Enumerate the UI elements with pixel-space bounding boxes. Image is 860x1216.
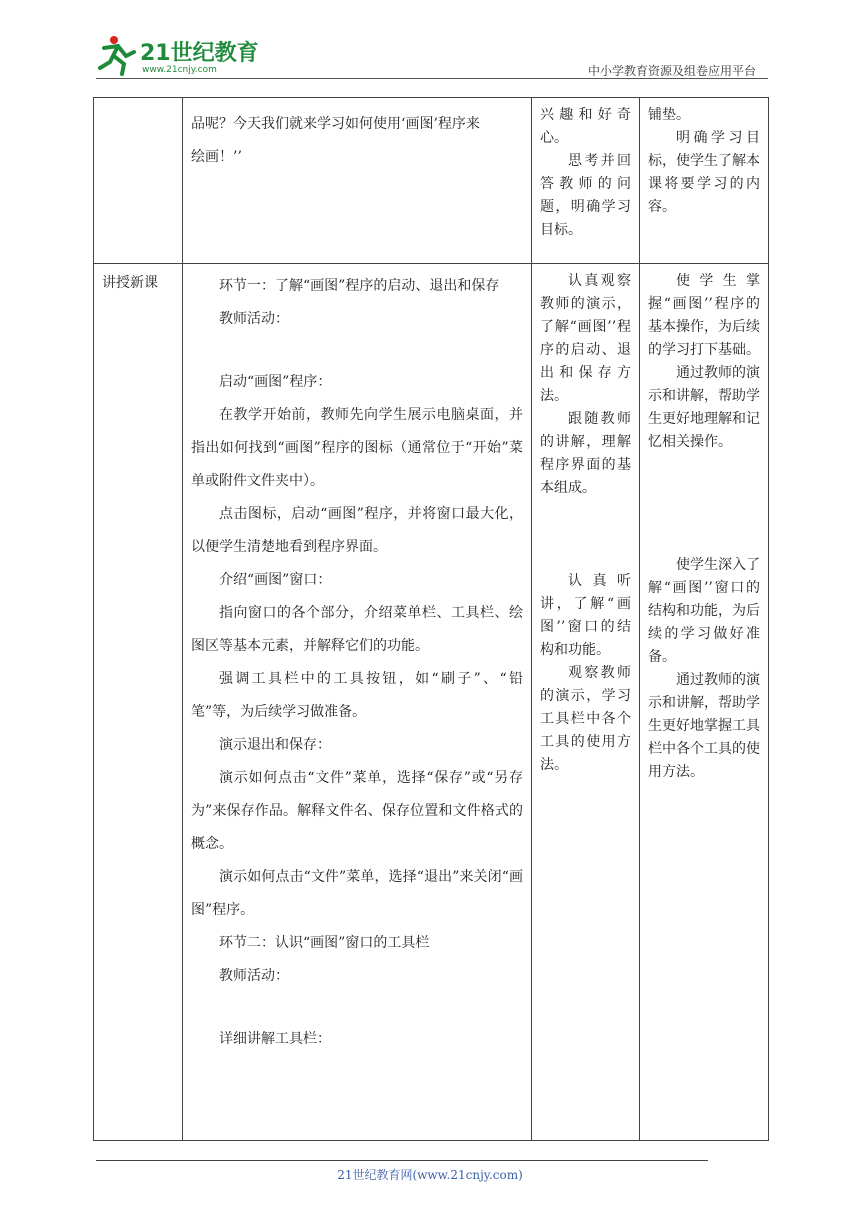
intent-text: 通过教师的演示和讲解，帮助学生更好地掌握工具栏中各个工具的使用方法。 bbox=[648, 672, 760, 780]
intent-cell bbox=[640, 98, 769, 264]
logo-text: 21世纪教育 bbox=[140, 41, 259, 66]
student-text: 认真观察教师的演示，了解“画图’’程序的启动、退出和保存方法。 bbox=[540, 273, 631, 404]
section-cell bbox=[94, 264, 183, 1141]
content-line: 强调工具栏中的工具按钮，如“刷子”、“铅笔”等，为后续学习做准备。 bbox=[191, 671, 523, 720]
platform-title: 中小学教育资源及组卷应用平台 bbox=[587, 64, 756, 78]
table-row bbox=[94, 264, 769, 1141]
student-cell bbox=[532, 264, 640, 1141]
content-line: 指向窗口的各个部分，介绍菜单栏、工具栏、绘图区等基本元素，并解释它们的功能。 bbox=[191, 605, 523, 654]
footer-text: 21世纪教育网(www.21cnjy.com) bbox=[337, 1168, 523, 1182]
intent-text: 使学生掌握“画图’’程序的基本操作，为后续的学习打下基础。 bbox=[648, 273, 760, 358]
page-header bbox=[96, 30, 768, 78]
content-line: 点击图标，启动“画图”程序，并将窗口最大化，以便学生清楚地看到程序界面。 bbox=[191, 506, 523, 555]
footer-divider bbox=[96, 1160, 708, 1161]
lesson-table bbox=[93, 97, 769, 1141]
content-heading: 环节二：认识“画图”窗口的工具栏 bbox=[219, 935, 430, 951]
intent-cell bbox=[640, 264, 769, 1141]
content-line: 演示退出和保存： bbox=[219, 737, 331, 753]
intent-text: 通过教师的演示和讲解，帮助学生更好地理解和记忆相关操作。 bbox=[648, 365, 760, 450]
table-row bbox=[94, 98, 769, 264]
content-line: 教师活动： bbox=[219, 968, 289, 984]
content-line: 介绍“画图”窗口： bbox=[219, 572, 332, 588]
content-line: 详细讲解工具栏： bbox=[219, 1031, 331, 1047]
student-cell bbox=[532, 98, 640, 264]
content-line: 演示如何点击“文件”菜单，选择“退出”来关闭“画图”程序。 bbox=[191, 869, 523, 918]
student-text: 思考并回答教师的问题，明确学习目标。 bbox=[540, 153, 631, 238]
content-cell bbox=[183, 98, 532, 264]
section-label: 讲授新课 bbox=[102, 275, 158, 291]
student-text: 兴趣和好奇心。 bbox=[540, 107, 631, 146]
content-line: 品呢？今天我们就来学习如何使用‘画图’程序来 bbox=[191, 116, 480, 132]
student-text: 认真听讲，了解“画图’’窗口的结构和功能。 bbox=[540, 573, 631, 658]
logo-url: www.21cnjy.com bbox=[142, 65, 217, 75]
content-line: 绘画！’’ bbox=[191, 149, 242, 165]
content-line: 在教学开始前，教师先向学生展示电脑桌面，并指出如何找到“画图”程序的图标（通常位于“开始”菜单或附件文件夹中）。 bbox=[191, 407, 523, 489]
content-line: 演示如何点击“文件”菜单，选择“保存”或“另存为”来保存作品。解释文件名、保存位置和文件格式的概念。 bbox=[191, 770, 523, 852]
intent-text: 明确学习目标，使学生了解本课将要学习的内容。 bbox=[648, 130, 760, 215]
section-cell bbox=[94, 98, 183, 264]
header-divider bbox=[96, 78, 768, 79]
site-logo bbox=[96, 34, 266, 76]
content-line: 启动“画图”程序： bbox=[219, 374, 332, 390]
student-text: 观察教师的演示，学习工具栏中各个工具的使用方法。 bbox=[540, 665, 631, 773]
intent-text: 使学生深入了解“画图’’窗口的结构和功能，为后续的学习做好准备。 bbox=[648, 557, 760, 665]
content-line: 教师活动： bbox=[219, 311, 289, 327]
content-heading: 环节一：了解“画图”程序的启动、退出和保存 bbox=[219, 278, 500, 294]
content-cell bbox=[183, 264, 532, 1141]
student-text: 跟随教师的讲解，理解程序界面的基本组成。 bbox=[540, 411, 631, 496]
intent-text: 铺垫。 bbox=[648, 107, 690, 123]
